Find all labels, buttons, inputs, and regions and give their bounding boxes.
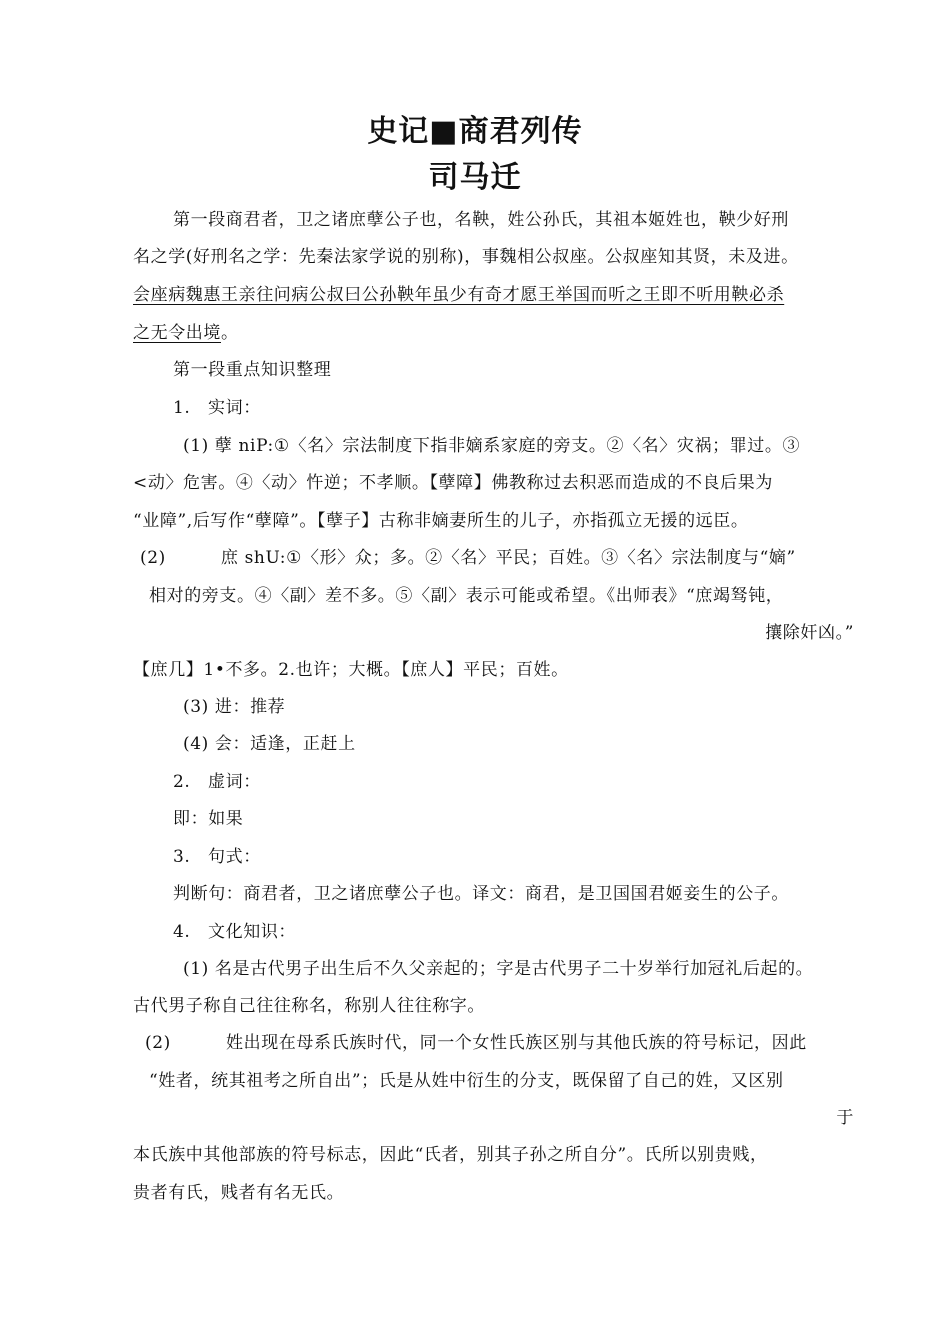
item-2-heading: 2. 虚词：	[173, 772, 261, 792]
item-4-2-number: (2)	[145, 1033, 171, 1053]
item-4-2-line-d: 本氏族中其他部族的符号标志，因此“氏者，别其子孙之所自分”。氏所以别贵贱，	[133, 1145, 768, 1165]
item-1-1-line-a: (1) 孽 niP:①〈名〉宗法制度下指非嫡系家庭的旁支。②〈名〉灾祸；罪过。③	[183, 436, 801, 456]
item-4-1-line-b: 古代男子称自己往往称名，称别人往往称字。	[133, 996, 485, 1016]
item-1-2-line-b: 相对的旁支。④〈副〉差不多。⑤〈副〉表示可能或希望。《出师表》“庶竭驽钝，	[149, 586, 784, 606]
para1-line-3-underlined: 会座病魏惠王亲往问病公叔曰公孙鞅年虽少有奇才愿王举国而听之王即不听用鞅必杀	[133, 285, 785, 305]
para1-line-4-end: 。	[221, 323, 239, 343]
item-4-1-line-a: (1) 名是古代男子出生后不久父亲起的；字是古代男子二十岁举行加冠礼后起的。	[183, 959, 814, 979]
item-4-heading: 4. 文化知识：	[173, 922, 297, 942]
item-1-2-number: (2)	[140, 548, 166, 568]
item-2-text: 即：如果	[173, 809, 244, 829]
para1-line-2: 名之学(好刑名之学：先秦法家学说的别称)，事魏相公叔座。公叔座知其贤，未及进。	[133, 247, 799, 267]
item-1-heading: 1. 实词：	[173, 398, 261, 418]
item-1-2-line-c: 攘除奸凶。”	[765, 623, 854, 643]
item-3-heading: 3. 句式：	[173, 847, 261, 867]
para1-line-4	[133, 321, 239, 345]
document-author: 司马迁	[428, 160, 522, 195]
document-title: 史记■商君列传	[367, 114, 583, 149]
para1-line-1: 第一段商君者，卫之诸庶孽公子也，名鞅，姓公孙氏，其祖本姬姓也，鞅少好刑	[173, 210, 789, 230]
item-4-2-line-e: 贵者有氏，贱者有名无氏。	[133, 1183, 345, 1203]
item-4-2-line-b: “姓者，统其祖考之所自出”；氏是从姓中衍生的分支，既保留了自己的姓，又区别	[149, 1071, 784, 1091]
item-3-text: 判断句：商君者，卫之诸庶孽公子也。译文：商君，是卫国国君姬妾生的公子。	[173, 884, 789, 904]
section-heading: 第一段重点知识整理	[173, 360, 332, 380]
item-1-4: (4) 会：适逢，正赶上	[183, 734, 356, 754]
item-1-2-line-a: 庶 shU:①〈形〉众；多。②〈名〉平民；百姓。③〈名〉宗法制度与“嫡”	[221, 548, 796, 568]
item-1-3: (3) 进：推荐	[183, 697, 286, 717]
item-1-1-line-b: <动〉危害。④〈动〉忤逆；不孝顺。【孽障】佛教称过去积恶而造成的不良后果为	[133, 473, 773, 493]
item-4-2-line-a: 姓出现在母系氏族时代，同一个女性氏族区别与其他氏族的符号标记，因此	[226, 1033, 807, 1053]
item-1-2-line-d: 【庶几】1•不多。2.也许；大概。【庶人】平民；百姓。	[133, 660, 569, 680]
para1-line-4-underlined: 之无令出境	[133, 323, 221, 343]
item-1-1-line-c: “业障”,后写作“孽障”。【孽子】古称非嫡妻所生的儿子，亦指孤立无援的远臣。	[133, 511, 749, 531]
item-4-2-line-c: 于	[836, 1108, 854, 1128]
